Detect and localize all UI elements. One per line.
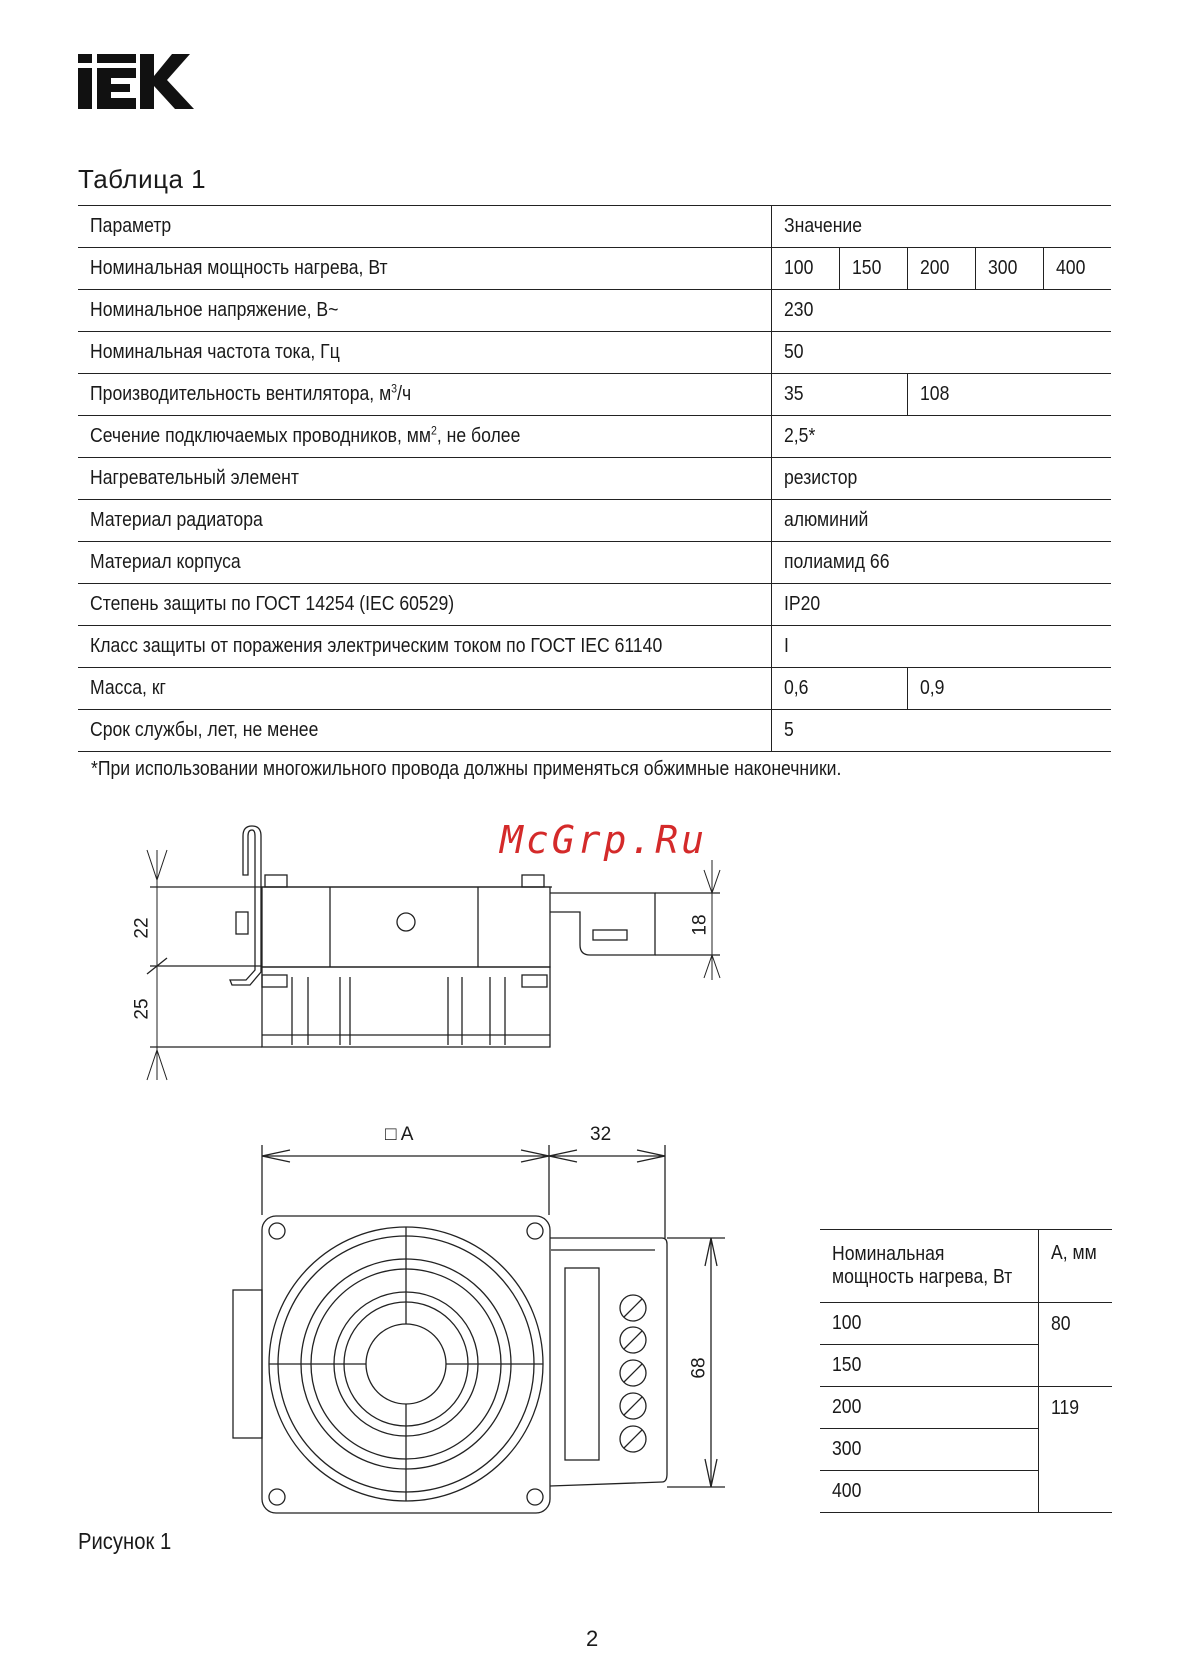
row-label: Нагревательный элемент [90,467,299,489]
side-view [147,826,720,1080]
cell-value: 200 [919,257,949,279]
cell-power: 200 [832,1396,862,1418]
dim-a: □ A [385,1124,414,1145]
row-label: Срок службы, лет, не менее [90,719,319,741]
cell-value: 400 [1055,257,1085,279]
footnote: *При использовании многожильного провода должны применяться обжимные наконечники. [91,758,842,780]
cell-a: 119 [1050,1397,1079,1419]
label-part: Сечение подключаемых проводников, мм [90,425,431,447]
label-part: Производительность вентилятора, м [90,383,392,405]
cell-value: 0,9 [919,677,944,699]
row-label: Номинальная частота тока, Гц [90,341,340,363]
cell-power: 150 [832,1354,862,1376]
row-label: Материал корпуса [90,551,241,573]
cell-power: 300 [832,1438,862,1460]
watermark: McGrp.Ru [500,818,708,862]
cell-power: 100 [832,1312,862,1334]
label-part: , не более [436,425,521,447]
row-label: Номинальная мощность нагрева, Вт [90,257,388,279]
row-label: Масса, кг [90,677,166,699]
dim-68: 68 [688,1357,710,1379]
dim-22: 22 [131,917,153,939]
superscript: 2 [430,423,437,438]
table-title: Таблица 1 [78,164,207,194]
figure-caption: Рисунок 1 [78,1528,172,1554]
header-line: мощность нагрева, Вт [832,1266,1013,1288]
cell-value: 35 [783,383,804,405]
front-view [233,1145,725,1513]
header-param: Параметр [90,215,172,237]
cell-value: 50 [783,341,804,363]
cell-value: 2,5* [783,425,815,447]
dim-25: 25 [131,998,153,1020]
dim-32: 32 [590,1124,612,1145]
cell-value: 300 [987,257,1017,279]
cell-value: I [783,635,789,657]
cell-value: 0,6 [783,677,808,699]
cell-value: полиамид 66 [783,551,889,573]
cell-value: 108 [919,383,949,405]
cell-value: IP20 [783,593,820,615]
side-table [820,1229,1112,1513]
cell-value: алюминий [783,509,868,531]
row-label: Степень защиты по ГОСТ 14254 (IEC 60529) [90,593,455,615]
cell-value: резистор [783,467,857,489]
cell-power: 400 [832,1480,862,1502]
cell-value: 5 [783,719,794,741]
row-label: Номинальное напряжение, В~ [90,299,339,321]
cell-value: 230 [783,299,813,321]
header-a: А, мм [1050,1242,1097,1264]
header-value: Значение [783,215,862,237]
label-part: /ч [397,383,412,405]
row-label: Материал радиатора [90,509,263,531]
table-row [820,1230,1112,1303]
cell-value: 100 [783,257,813,279]
superscript: 3 [391,381,398,396]
header-line: Номинальная [832,1243,945,1265]
cell-a: 80 [1050,1313,1071,1335]
page-number: 2 [586,1626,599,1651]
dim-18: 18 [689,914,711,936]
cell-value: 150 [851,257,881,279]
table-row [820,1387,1112,1429]
table-row [820,1303,1112,1345]
row-label: Класс защиты от поражения электрическим током по ГОСТ IEC 61140 [90,635,663,657]
